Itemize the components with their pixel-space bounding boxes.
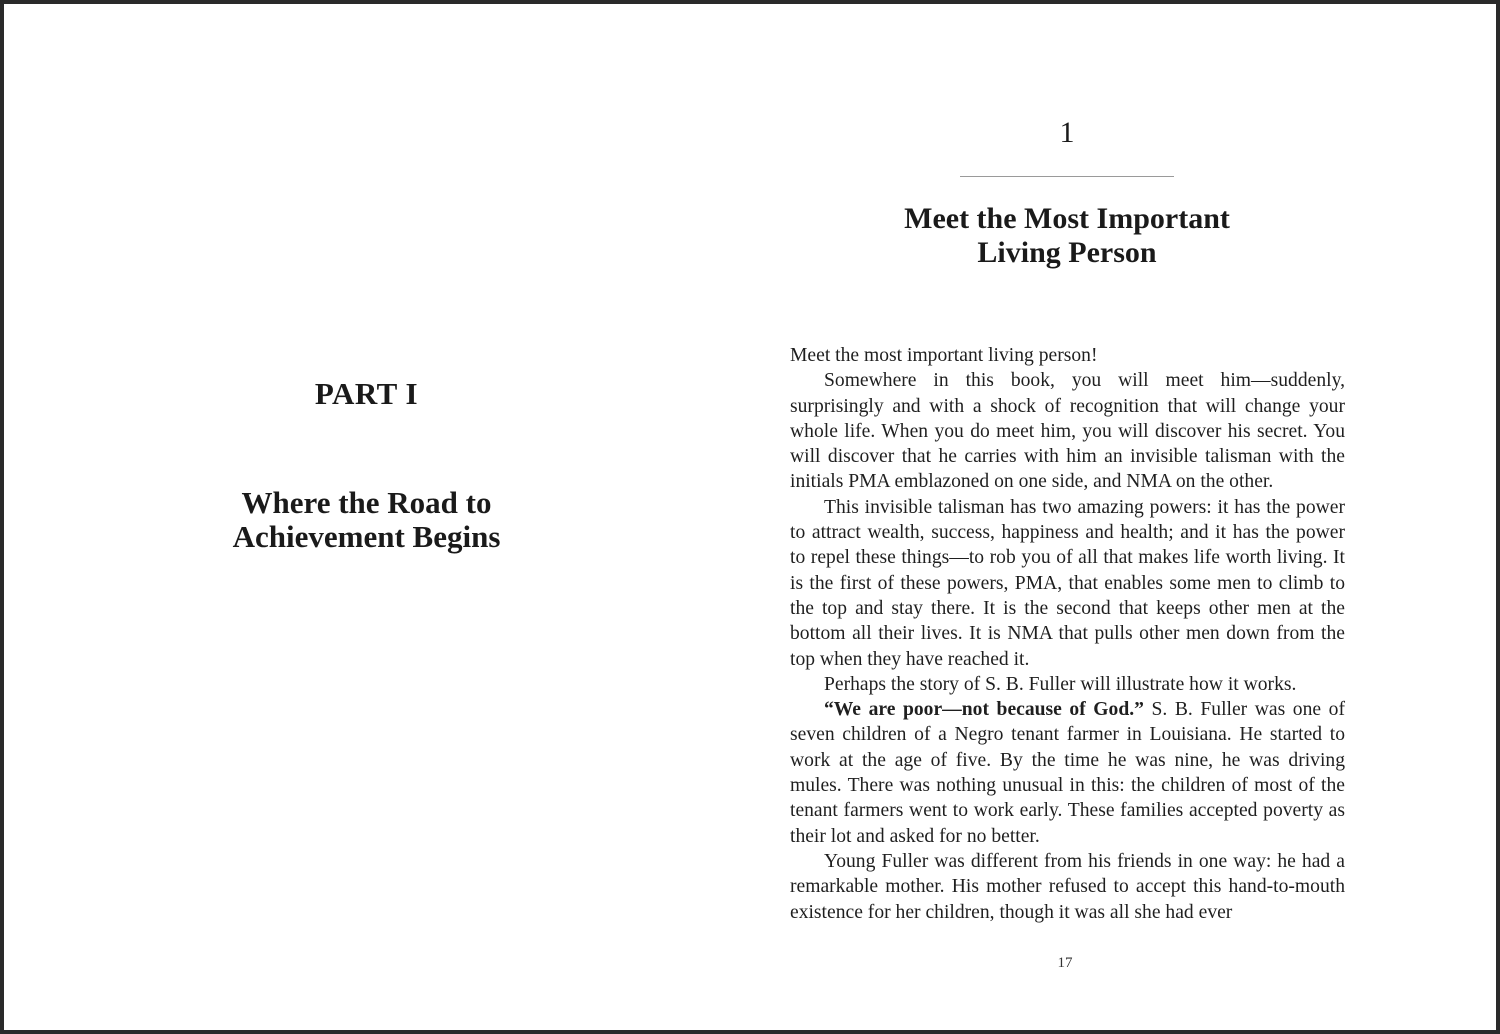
chapter-rule (960, 176, 1174, 177)
paragraph-text: Young Fuller was different from his friends in one way: he had a remarkable mother. His mother refused to accept this hand-to-mouth existence for her children, though it was all she had ever (790, 850, 1345, 923)
paragraph-text: Perhaps the story of S. B. Fuller will illustrate how it works. (824, 673, 1297, 695)
paragraph-text: Somewhere in this book, you will meet him—suddenly, surprisingly and with a shock of recognition that will change your whole life. When you do meet him, you will discover his secret. You will discover that he carries with him an invisible talisman with the initials PMA emblazoned on one side, and NMA on the other. (790, 370, 1345, 493)
page-number: 17 (1057, 955, 1073, 971)
body-text (790, 343, 1345, 925)
chapter-title-line: Meet the Most Important (904, 202, 1230, 235)
left-page (4, 4, 729, 1030)
part-title-line: Where the Road to (241, 485, 492, 520)
chapter-title-line: Living Person (977, 236, 1157, 269)
chapter-number: 1 (1059, 116, 1075, 149)
right-page (729, 4, 1500, 1030)
part-label: PART I (314, 376, 419, 411)
section-run-in-heading: “We are poor—not because of God.” (824, 699, 1144, 721)
paragraph (790, 849, 1345, 925)
part-title-line: Achievement Begins (232, 519, 501, 554)
paragraph-text: Meet the most important living person! (790, 345, 1098, 366)
paragraph-text: S. B. Fuller was one of seven children of a Negro tenant farmer in Louisiana. He started to work at the age of five. By the time he was nine, he was driving mules. There was nothing unusual in this: the children of most of the tenant farmers went to work early. These families accepted poverty as their lot and asked for no better. (790, 699, 1345, 847)
paragraph (790, 343, 1345, 368)
paragraph (790, 368, 1345, 494)
part-title (4, 486, 729, 554)
chapter-title (729, 202, 1405, 270)
paragraph (790, 672, 1345, 697)
paragraph-text: This invisible talisman has two amazing powers: it has the power to attract wealth, success, happiness and health; and it has the power to repel these things—to rob you of all that makes life worth living. It is the first of these powers, PMA, that enables some men to climb to the top and stay there. It is the second that keeps other men at the bottom all their lives. It is NMA that pulls other men down from the top when they have reached it. (790, 496, 1345, 670)
paragraph (790, 495, 1345, 672)
paragraph (790, 697, 1345, 849)
